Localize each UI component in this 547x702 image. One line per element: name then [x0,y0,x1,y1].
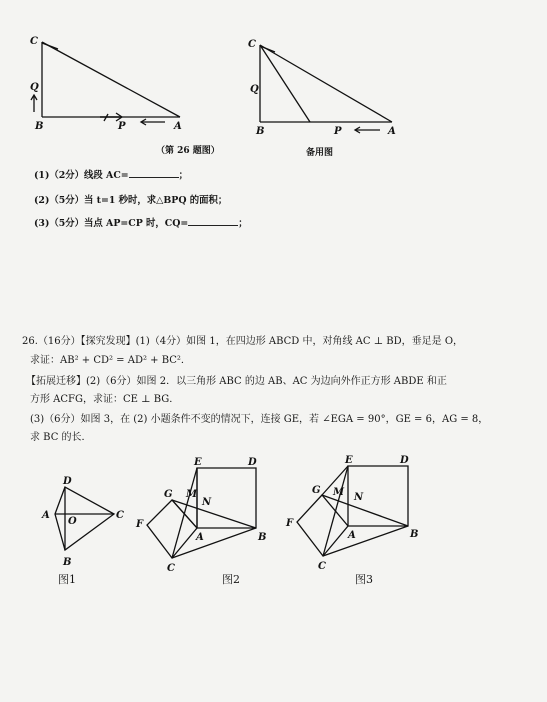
label-A: A [174,121,182,132]
label-Q: Q [30,82,39,93]
f3-label-B: B [410,529,419,540]
f1-label-O: O [68,516,77,527]
q26-fig1 [55,487,114,550]
spare-label-P: P [334,126,342,137]
q26-line2: 求证：AB² + CD² = AD² + BC²． [30,355,191,366]
f3-label-A: A [348,530,356,541]
f2-label-N: N [202,497,212,508]
label-C: C [30,36,38,47]
fig1-caption: 图1 [58,573,76,586]
q26-line6: 求 BC 的长． [30,432,92,443]
q26-line5: (3)（6分）如图 3，在 (2) 小题条件不变的情况下，连接 GE，若 ∠EGA = 90°，GE = 6，AG = 8， [30,414,489,425]
q26-line3: 【拓展迁移】(2)（6分）如图 2．以三角形 ABC 的边 AB、AC 为边向外作正方形 ABDE 和正 [26,376,447,387]
q26-fig2 [147,468,256,558]
q26-fig3 [297,466,408,556]
f2-label-F: F [136,519,144,530]
q26-line4: 方形 ACFG，求证：CE ⊥ BG． [30,394,180,405]
spare-label-A: A [388,126,396,137]
f2-label-C: C [167,563,175,574]
spare-label-C: C [248,39,256,50]
f3-label-G: G [312,485,321,496]
q26-line1: 26.（16分）【探究发现】(1)（4分）如图 1，在四边形 ABCD 中，对角线 AC ⊥ BD，垂足是 O， [22,336,464,347]
f3-label-D: D [400,455,409,466]
f1-label-D: D [63,476,72,487]
q25-spare-caption: 备用图 [306,148,334,158]
spare-label-Q: Q [250,84,259,95]
f2-label-D: D [248,457,257,468]
fig3-caption: 图3 [355,573,373,586]
f2-label-A: A [196,532,204,543]
q25-figure-caption: （第 26 题图） [156,146,220,156]
label-B: B [35,121,44,132]
f3-label-N: N [354,492,364,503]
f3-label-F: F [286,518,294,529]
f2-label-B: B [258,532,267,543]
f1-label-A: A [42,510,50,521]
f2-label-G: G [164,489,173,500]
fig2-caption: 图2 [222,573,240,586]
f2-label-E: E [194,457,202,468]
f1-label-B: B [63,557,72,568]
f3-label-C: C [318,561,326,572]
f2-label-M: M [186,489,198,500]
spare-label-B: B [256,126,265,137]
f1-label-C: C [116,510,124,521]
f3-label-E: E [345,455,353,466]
f3-label-M: M [333,487,345,498]
label-P: P [118,121,126,132]
q25-sub1: (1)（2分）线段 AC= ； [34,167,188,181]
q25-sub2: (2)（5分）当 t=1 秒时，求△BPQ 的面积； [34,195,228,206]
q25-sub3: (3)（5分）当点 AP=CP 时，CQ= ； [34,215,248,229]
